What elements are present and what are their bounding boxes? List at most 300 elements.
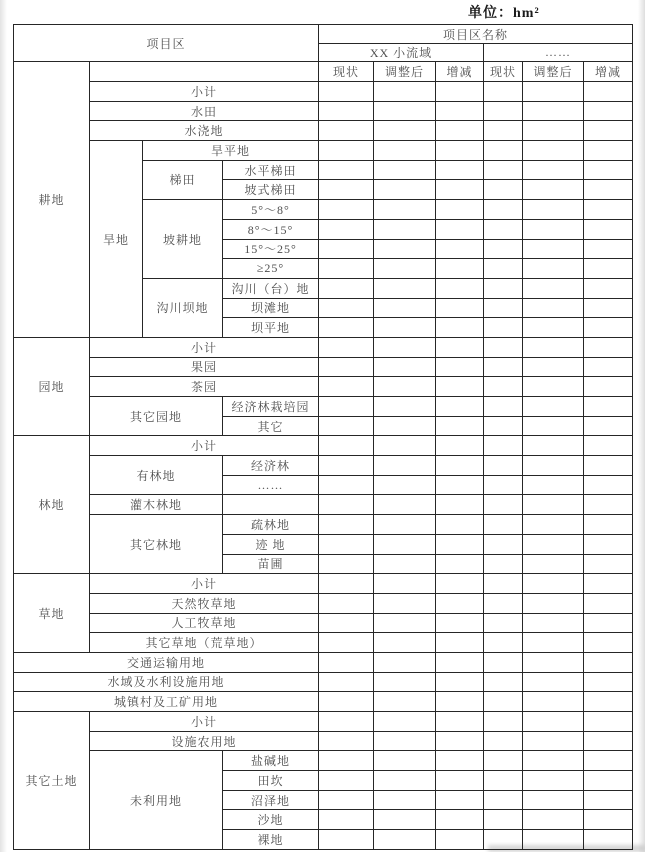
data-cell [319,652,374,672]
data-cell [374,652,436,672]
data-cell [374,377,436,397]
cell-garden-label: 园地 [14,337,90,435]
cell-water-facility-land: 水域及水利设施用地 [14,672,319,692]
col-header-change-2: 增减 [584,62,633,82]
data-cell [436,141,484,161]
data-cell [436,239,484,259]
cell-terrace-sloped: 坡式梯田 [223,180,319,200]
data-cell [484,141,523,161]
cell-grass-subtotal: 小计 [90,574,319,594]
data-cell [436,810,484,830]
data-cell [523,712,584,732]
cell-irrigated: 水浇地 [90,121,319,141]
data-cell [584,751,633,771]
cell-natural-pasture: 天然牧草地 [90,593,319,613]
data-cell [584,771,633,791]
cell-other-grass: 其它草地（荒草地） [90,633,319,653]
cell-sparse-forest: 疏林地 [223,515,319,535]
data-cell [436,357,484,377]
data-cell [374,515,436,535]
cell-other-land-label: 其它土地 [14,712,90,850]
data-cell [584,633,633,653]
data-cell [484,180,523,200]
data-cell [436,515,484,535]
data-cell [523,121,584,141]
cell-project-area: 项目区 [14,25,319,62]
data-cell [484,298,523,318]
data-cell [523,239,584,259]
data-cell [436,574,484,594]
data-cell [484,652,523,672]
data-cell [374,278,436,298]
cell-artificial-pasture: 人工牧草地 [90,613,319,633]
data-cell [584,160,633,180]
data-cell [374,731,436,751]
data-cell [484,160,523,180]
data-cell [523,574,584,594]
cell-sandy-land: 沙地 [223,810,319,830]
data-cell [523,200,584,220]
data-cell [584,712,633,732]
data-cell [523,633,584,653]
cell-cultivated-label: 耕地 [14,62,90,338]
data-cell [436,82,484,102]
data-cell [319,613,374,633]
cell-garden-misc: 其它 [223,416,319,436]
data-cell [584,416,633,436]
data-cell [436,337,484,357]
cell-terrace-level: 水平梯田 [223,160,319,180]
data-cell [319,554,374,574]
col-header-adjusted-2: 调整后 [523,62,584,82]
empty-cell [223,495,319,515]
data-cell [374,318,436,338]
data-cell [523,298,584,318]
data-cell [484,377,523,397]
data-cell [374,692,436,712]
data-cell [523,337,584,357]
data-cell [484,495,523,515]
data-cell [374,121,436,141]
data-cell [436,456,484,476]
data-cell [523,141,584,161]
data-cell [374,790,436,810]
data-cell [436,534,484,554]
data-cell [374,82,436,102]
data-cell [436,692,484,712]
data-cell [523,456,584,476]
data-cell [484,672,523,692]
data-cell [374,633,436,653]
data-cell [484,200,523,220]
data-cell [584,141,633,161]
data-cell [523,259,584,279]
data-cell [374,357,436,377]
data-cell [319,377,374,397]
data-cell [319,534,374,554]
data-cell [319,219,374,239]
data-cell [484,436,523,456]
data-cell [319,160,374,180]
data-cell [374,456,436,476]
cell-project-area-name: 项目区名称 [319,25,633,44]
cell-dam-flat: 坝平地 [223,318,319,338]
data-cell [319,278,374,298]
data-cell [484,751,523,771]
data-cell [319,810,374,830]
cell-facility-agri-land: 设施农用地 [90,731,319,751]
data-cell [523,613,584,633]
cell-forested-label: 有林地 [90,456,223,495]
cell-dam-beach: 坝滩地 [223,298,319,318]
data-cell [436,712,484,732]
data-cell [436,101,484,121]
data-cell [484,790,523,810]
cell-shrub-forest: 灌木林地 [90,495,223,515]
data-cell [436,318,484,338]
data-cell [436,180,484,200]
data-cell [584,810,633,830]
cell-cultivated-subtotal: 小计 [90,82,319,102]
cell-field-ridge: 田坎 [223,771,319,791]
data-cell [319,790,374,810]
empty-cell [90,62,319,82]
data-cell [484,633,523,653]
data-cell [319,180,374,200]
cell-watershed-a: XX 小流域 [319,44,484,62]
data-cell [436,652,484,672]
data-cell [484,337,523,357]
data-cell [436,495,484,515]
data-cell [584,298,633,318]
data-cell [374,593,436,613]
data-cell [484,534,523,554]
cell-transport-land: 交通运输用地 [14,652,319,672]
data-cell [374,554,436,574]
cell-garden-subtotal: 小计 [90,337,319,357]
data-cell [584,830,633,850]
cell-urban-industrial-land: 城镇村及工矿用地 [14,692,319,712]
data-cell [374,751,436,771]
cell-forest-ellipsis: …… [223,475,319,495]
data-cell [584,731,633,751]
data-cell [523,160,584,180]
cell-econ-cultivation-garden: 经济林栽培园 [223,397,319,417]
data-cell [584,672,633,692]
data-cell [584,397,633,417]
data-cell [523,357,584,377]
data-cell [374,397,436,417]
data-cell [436,397,484,417]
data-cell [374,416,436,436]
data-cell [319,200,374,220]
cell-saline-land: 盐碱地 [223,751,319,771]
data-cell [584,593,633,613]
data-cell [319,495,374,515]
cell-watershed-b: …… [484,44,633,62]
cell-unused-land-label: 未利用地 [90,751,223,849]
data-cell [584,613,633,633]
data-cell [319,397,374,417]
data-cell [319,298,374,318]
data-cell [374,337,436,357]
data-cell [584,357,633,377]
data-cell [484,456,523,476]
data-cell [319,82,374,102]
data-cell [374,475,436,495]
data-cell [436,278,484,298]
cell-tea-garden: 茶园 [90,377,319,397]
cell-marsh-land: 沼泽地 [223,790,319,810]
data-cell [436,771,484,791]
data-cell [319,515,374,535]
data-cell [319,337,374,357]
data-cell [484,475,523,495]
data-cell [319,712,374,732]
data-cell [523,515,584,535]
data-cell [484,515,523,535]
data-cell [374,574,436,594]
data-cell [319,436,374,456]
col-header-status-1: 现状 [319,62,374,82]
cell-slope-8-15: 8°～15° [223,219,319,239]
cell-gully-terrace-land: 沟川（台）地 [223,278,319,298]
data-cell [584,377,633,397]
data-cell [484,121,523,141]
data-cell [374,141,436,161]
data-cell [584,200,633,220]
data-cell [436,298,484,318]
data-cell [436,790,484,810]
data-cell [374,771,436,791]
cell-dryland-label: 旱地 [90,141,143,338]
data-cell [584,337,633,357]
cell-paddy: 水田 [90,101,319,121]
data-cell [319,357,374,377]
data-cell [374,200,436,220]
data-cell [523,219,584,239]
unit-label: 单位：hm² [468,6,540,21]
data-cell [436,475,484,495]
data-cell [484,692,523,712]
data-cell [523,751,584,771]
data-cell [436,672,484,692]
cell-other-garden-label: 其它园地 [90,397,223,436]
data-cell [523,731,584,751]
data-cell [584,515,633,535]
data-cell [484,416,523,436]
data-cell [436,731,484,751]
data-cell [319,771,374,791]
data-cell [374,613,436,633]
data-cell [523,652,584,672]
data-cell [374,259,436,279]
cell-cutover-land: 迹 地 [223,534,319,554]
data-cell [484,712,523,732]
data-cell [584,121,633,141]
land-use-table [13,24,633,850]
data-cell [319,259,374,279]
data-cell [319,239,374,259]
data-cell [523,101,584,121]
data-cell [319,574,374,594]
data-cell [436,160,484,180]
data-cell [484,259,523,279]
cell-slope-ge-25: ≥25° [223,259,319,279]
data-cell [484,101,523,121]
data-cell [319,593,374,613]
data-cell [436,259,484,279]
data-cell [319,141,374,161]
data-cell [436,436,484,456]
data-cell [523,830,584,850]
cell-gully-label: 沟川坝地 [143,278,223,337]
data-cell [484,771,523,791]
data-cell [374,219,436,239]
data-cell [523,593,584,613]
data-cell [319,475,374,495]
data-cell [374,534,436,554]
data-cell [523,495,584,515]
data-cell [523,180,584,200]
data-cell [484,574,523,594]
data-cell [584,278,633,298]
data-cell [484,830,523,850]
data-cell [523,436,584,456]
data-cell [319,456,374,476]
col-header-status-2: 现状 [484,62,523,82]
col-header-change-1: 增减 [436,62,484,82]
data-cell [484,613,523,633]
data-cell [319,692,374,712]
cell-forest-subtotal: 小计 [90,436,319,456]
data-cell [319,751,374,771]
data-cell [374,101,436,121]
cell-grass-label: 草地 [14,574,90,653]
data-cell [523,554,584,574]
data-cell [484,82,523,102]
data-cell [584,436,633,456]
col-header-adjusted-1: 调整后 [374,62,436,82]
data-cell [436,593,484,613]
data-cell [436,219,484,239]
data-cell [484,810,523,830]
data-cell [584,318,633,338]
data-cell [319,318,374,338]
data-cell [374,672,436,692]
data-cell [436,554,484,574]
data-cell [584,82,633,102]
data-cell [584,495,633,515]
data-cell [523,672,584,692]
cell-forest-label: 林地 [14,436,90,574]
scan-edge-right [638,0,645,852]
cell-nursery: 苗圃 [223,554,319,574]
data-cell [484,278,523,298]
data-cell [523,810,584,830]
scan-edge-left [0,0,7,852]
data-cell [584,790,633,810]
data-cell [319,121,374,141]
data-cell [484,219,523,239]
data-cell [436,121,484,141]
data-cell [523,377,584,397]
data-cell [523,771,584,791]
data-cell [523,318,584,338]
cell-orchard: 果园 [90,357,319,377]
cell-terrace-label: 梯田 [143,160,223,199]
data-cell [484,357,523,377]
cell-other-land-subtotal: 小计 [90,712,319,732]
cell-other-forest-label: 其它林地 [90,515,223,574]
data-cell [584,101,633,121]
data-cell [319,830,374,850]
data-cell [374,239,436,259]
data-cell [523,82,584,102]
data-cell [436,416,484,436]
data-cell [484,318,523,338]
data-cell [584,574,633,594]
data-cell [484,593,523,613]
data-cell [584,180,633,200]
data-cell [436,613,484,633]
data-cell [584,475,633,495]
data-cell [436,751,484,771]
data-cell [523,790,584,810]
data-cell [374,436,436,456]
data-cell [584,259,633,279]
data-cell [319,416,374,436]
cell-econ-forest: 经济林 [223,456,319,476]
data-cell [436,633,484,653]
data-cell [484,239,523,259]
data-cell [374,830,436,850]
data-cell [319,731,374,751]
data-cell [436,830,484,850]
data-cell [484,554,523,574]
data-cell [374,495,436,515]
data-cell [584,534,633,554]
data-cell [319,101,374,121]
data-cell [374,160,436,180]
cell-bare-land: 裸地 [223,830,319,850]
data-cell [523,278,584,298]
data-cell [374,810,436,830]
data-cell [374,712,436,732]
data-cell [584,456,633,476]
data-cell [584,692,633,712]
data-cell [484,397,523,417]
cell-dry-flat: 旱平地 [143,141,319,161]
data-cell [523,534,584,554]
data-cell [319,633,374,653]
cell-slope-15-25: 15°～25° [223,239,319,259]
data-cell [523,416,584,436]
data-cell [584,239,633,259]
data-cell [584,219,633,239]
data-cell [484,731,523,751]
data-cell [436,200,484,220]
data-cell [319,672,374,692]
data-cell [584,652,633,672]
data-cell [374,180,436,200]
data-cell [374,298,436,318]
cell-slope-5-8: 5°～8° [223,200,319,220]
data-cell [584,554,633,574]
data-cell [523,475,584,495]
data-cell [436,377,484,397]
cell-slope-cropland-label: 坡耕地 [143,200,223,279]
